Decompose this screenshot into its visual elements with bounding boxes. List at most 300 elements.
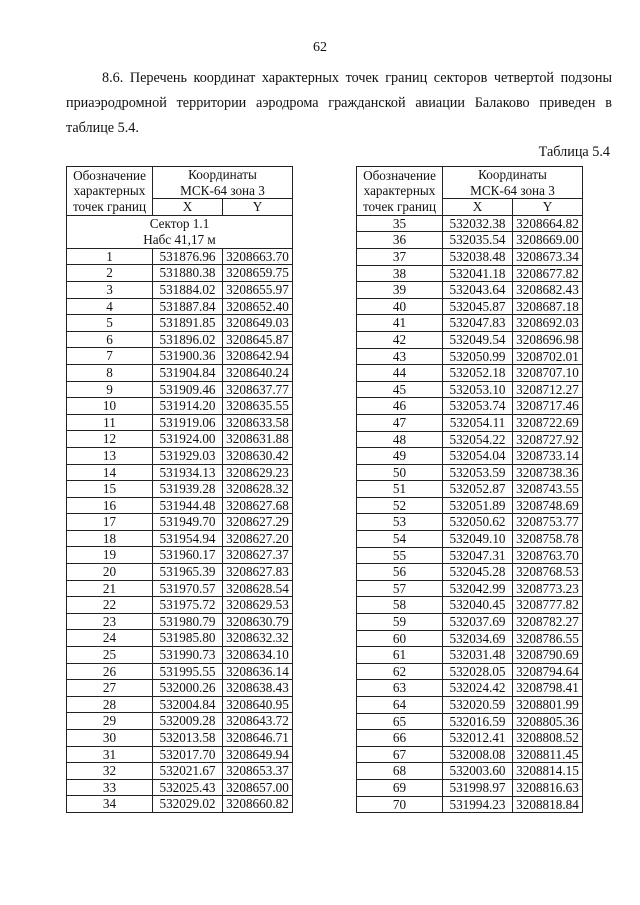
- point-number-cell: 25: [67, 647, 153, 664]
- x-coordinate-cell: 532047.31: [443, 547, 513, 564]
- x-coordinate-cell: 532031.48: [443, 647, 513, 664]
- table-row: [67, 696, 293, 713]
- table-row: [357, 381, 583, 398]
- header-point-line2: характерных: [73, 183, 146, 199]
- table-row: [357, 547, 583, 564]
- table-row: [67, 364, 293, 381]
- x-coordinate-cell: 531919.06: [153, 414, 223, 431]
- x-coordinate-cell: 532013.58: [153, 730, 223, 747]
- y-coordinate-cell: 3208664.82: [513, 215, 583, 232]
- y-coordinate-cell: 3208743.55: [513, 481, 583, 498]
- x-coordinate-cell: 532032.38: [443, 215, 513, 232]
- point-number-cell: 54: [357, 531, 443, 548]
- table-row: [357, 497, 583, 514]
- header-coords-line2: МСК-64 зона 3: [470, 182, 555, 198]
- table-row: [357, 365, 583, 382]
- point-number-cell: 22: [67, 597, 153, 614]
- y-coordinate-cell: 3208653.37: [223, 763, 293, 780]
- table-caption: Таблица 5.4: [538, 144, 610, 160]
- y-coordinate-cell: 3208646.71: [223, 730, 293, 747]
- table-row: [67, 530, 293, 547]
- table-row: [357, 680, 583, 697]
- header-x: X: [443, 199, 513, 216]
- x-coordinate-cell: 531896.02: [153, 331, 223, 348]
- y-coordinate-cell: 3208808.52: [513, 730, 583, 747]
- point-number-cell: 53: [357, 514, 443, 531]
- header-x: X: [153, 199, 223, 216]
- point-number-cell: 20: [67, 564, 153, 581]
- point-number-cell: 70: [357, 796, 443, 813]
- y-coordinate-cell: 3208657.00: [223, 779, 293, 796]
- point-number-cell: 44: [357, 365, 443, 382]
- header-point-line3: точек границ: [362, 198, 437, 214]
- point-number-cell: 61: [357, 647, 443, 664]
- page-number: 62: [313, 40, 327, 55]
- y-coordinate-cell: 3208717.46: [513, 398, 583, 415]
- x-coordinate-cell: 532043.64: [443, 282, 513, 299]
- table-row: [357, 398, 583, 415]
- table-row: [67, 647, 293, 664]
- point-number-cell: 5: [67, 315, 153, 332]
- point-number-cell: 27: [67, 680, 153, 697]
- table-row: [357, 248, 583, 265]
- y-coordinate-cell: 3208811.45: [513, 746, 583, 763]
- x-coordinate-cell: 531980.79: [153, 613, 223, 630]
- y-coordinate-cell: 3208777.82: [513, 597, 583, 614]
- x-coordinate-cell: 531939.28: [153, 481, 223, 498]
- x-coordinate-cell: 532004.84: [153, 696, 223, 713]
- x-coordinate-cell: 531994.23: [443, 796, 513, 813]
- table-row: [67, 713, 293, 730]
- x-coordinate-cell: 532054.22: [443, 431, 513, 448]
- y-coordinate-cell: 3208798.41: [513, 680, 583, 697]
- x-coordinate-cell: 532025.43: [153, 779, 223, 796]
- table-row: [357, 531, 583, 548]
- y-coordinate-cell: 3208816.63: [513, 779, 583, 796]
- y-coordinate-cell: 3208692.03: [513, 315, 583, 332]
- table-row: [67, 464, 293, 481]
- y-coordinate-cell: 3208733.14: [513, 448, 583, 465]
- x-coordinate-cell: 532017.70: [153, 746, 223, 763]
- table-row: [67, 348, 293, 365]
- table-row: [67, 779, 293, 796]
- x-coordinate-cell: 531880.38: [153, 265, 223, 282]
- y-coordinate-cell: 3208687.18: [513, 298, 583, 315]
- point-number-cell: 21: [67, 580, 153, 597]
- point-number-cell: 48: [357, 431, 443, 448]
- sector-height: Набс 41,17 м: [143, 231, 216, 247]
- point-number-cell: 35: [357, 215, 443, 232]
- table-row: [357, 580, 583, 597]
- y-coordinate-cell: 3208645.87: [223, 331, 293, 348]
- header-coords-line2: МСК-64 зона 3: [180, 182, 265, 198]
- point-number-cell: 10: [67, 398, 153, 415]
- point-number-cell: 8: [67, 364, 153, 381]
- x-coordinate-cell: 531965.39: [153, 564, 223, 581]
- point-number-cell: 69: [357, 779, 443, 796]
- x-coordinate-cell: 531914.20: [153, 398, 223, 415]
- point-number-cell: 42: [357, 331, 443, 348]
- y-coordinate-cell: 3208643.72: [223, 713, 293, 730]
- y-coordinate-cell: 3208738.36: [513, 464, 583, 481]
- y-coordinate-cell: 3208818.84: [513, 796, 583, 813]
- sector-header: [67, 215, 293, 248]
- header-point-line1: Обозначение: [73, 167, 146, 183]
- x-coordinate-cell: 531900.36: [153, 348, 223, 365]
- y-coordinate-cell: 3208669.00: [513, 232, 583, 249]
- x-coordinate-cell: 532052.18: [443, 365, 513, 382]
- x-coordinate-cell: 531985.80: [153, 630, 223, 647]
- y-coordinate-cell: 3208655.97: [223, 281, 293, 298]
- point-number-cell: 16: [67, 497, 153, 514]
- x-coordinate-cell: 532020.59: [443, 697, 513, 714]
- point-number-cell: 15: [67, 481, 153, 498]
- point-number-cell: 31: [67, 746, 153, 763]
- y-coordinate-cell: 3208635.55: [223, 398, 293, 415]
- x-coordinate-cell: 532012.41: [443, 730, 513, 747]
- point-number-cell: 7: [67, 348, 153, 365]
- x-coordinate-cell: 531998.97: [443, 779, 513, 796]
- y-coordinate-cell: 3208642.94: [223, 348, 293, 365]
- table-row: [357, 663, 583, 680]
- x-coordinate-cell: 532028.05: [443, 663, 513, 680]
- x-coordinate-cell: 532053.59: [443, 464, 513, 481]
- table-row: [357, 448, 583, 465]
- table-row: [357, 779, 583, 796]
- y-coordinate-cell: 3208790.69: [513, 647, 583, 664]
- y-coordinate-cell: 3208628.54: [223, 580, 293, 597]
- table-row: [67, 481, 293, 498]
- y-coordinate-cell: 3208629.23: [223, 464, 293, 481]
- y-coordinate-cell: 3208627.29: [223, 514, 293, 531]
- point-number-cell: 46: [357, 398, 443, 415]
- x-coordinate-cell: 532042.99: [443, 580, 513, 597]
- point-number-cell: 28: [67, 696, 153, 713]
- x-coordinate-cell: 532054.11: [443, 414, 513, 431]
- point-number-cell: 60: [357, 630, 443, 647]
- table-row: [357, 564, 583, 581]
- x-coordinate-cell: 531934.13: [153, 464, 223, 481]
- x-coordinate-cell: 532041.18: [443, 265, 513, 282]
- point-number-cell: 57: [357, 580, 443, 597]
- table-row: [67, 613, 293, 630]
- coordinates-table-right: [356, 166, 583, 813]
- table-row: [67, 547, 293, 564]
- x-coordinate-cell: 532016.59: [443, 713, 513, 730]
- table-row: [67, 514, 293, 531]
- table-row: [357, 614, 583, 631]
- x-coordinate-cell: 532021.67: [153, 763, 223, 780]
- y-coordinate-cell: 3208702.01: [513, 348, 583, 365]
- point-number-cell: 13: [67, 447, 153, 464]
- table-row: [357, 232, 583, 249]
- table-row: [357, 282, 583, 299]
- table-row: [357, 298, 583, 315]
- x-coordinate-cell: 532050.62: [443, 514, 513, 531]
- table-row: [67, 597, 293, 614]
- table-row: [357, 315, 583, 332]
- point-number-cell: 64: [357, 697, 443, 714]
- x-coordinate-cell: 532037.69: [443, 614, 513, 631]
- table-row: [67, 630, 293, 647]
- point-number-cell: 12: [67, 431, 153, 448]
- point-number-cell: 68: [357, 763, 443, 780]
- table-row: [357, 746, 583, 763]
- point-number-cell: 41: [357, 315, 443, 332]
- point-number-cell: 39: [357, 282, 443, 299]
- point-number-cell: 62: [357, 663, 443, 680]
- x-coordinate-cell: 531909.46: [153, 381, 223, 398]
- x-coordinate-cell: 532050.99: [443, 348, 513, 365]
- table-row: [357, 431, 583, 448]
- y-coordinate-cell: 3208682.43: [513, 282, 583, 299]
- header-coords-line1: Координаты: [478, 167, 547, 182]
- point-number-cell: 43: [357, 348, 443, 365]
- table-row: [357, 763, 583, 780]
- y-coordinate-cell: 3208763.70: [513, 547, 583, 564]
- point-number-cell: 59: [357, 614, 443, 631]
- y-coordinate-cell: 3208782.27: [513, 614, 583, 631]
- y-coordinate-cell: 3208727.92: [513, 431, 583, 448]
- table-row: [67, 398, 293, 415]
- x-coordinate-cell: 531929.03: [153, 447, 223, 464]
- table-row: [67, 497, 293, 514]
- table-row: [67, 746, 293, 763]
- point-number-cell: 29: [67, 713, 153, 730]
- sector-name: Сектор 1.1: [149, 215, 210, 231]
- y-coordinate-cell: 3208634.10: [223, 647, 293, 664]
- y-coordinate-cell: 3208753.77: [513, 514, 583, 531]
- x-coordinate-cell: 532009.28: [153, 713, 223, 730]
- point-number-cell: 33: [67, 779, 153, 796]
- point-number-cell: 23: [67, 613, 153, 630]
- x-coordinate-cell: 531975.72: [153, 597, 223, 614]
- point-number-cell: 19: [67, 547, 153, 564]
- x-coordinate-cell: 531990.73: [153, 647, 223, 664]
- header-coordinates: [153, 167, 293, 199]
- table-row: [67, 281, 293, 298]
- y-coordinate-cell: 3208768.53: [513, 564, 583, 581]
- point-number-cell: 9: [67, 381, 153, 398]
- y-coordinate-cell: 3208707.10: [513, 365, 583, 382]
- y-coordinate-cell: 3208652.40: [223, 298, 293, 315]
- x-coordinate-cell: 531876.96: [153, 248, 223, 265]
- x-coordinate-cell: 532035.54: [443, 232, 513, 249]
- y-coordinate-cell: 3208649.94: [223, 746, 293, 763]
- x-coordinate-cell: 532024.42: [443, 680, 513, 697]
- y-coordinate-cell: 3208640.95: [223, 696, 293, 713]
- header-point-designation: [357, 167, 443, 216]
- y-coordinate-cell: 3208663.70: [223, 248, 293, 265]
- x-coordinate-cell: 531891.85: [153, 315, 223, 332]
- point-number-cell: 6: [67, 331, 153, 348]
- header-y: Y: [513, 199, 583, 216]
- x-coordinate-cell: 532040.45: [443, 597, 513, 614]
- x-coordinate-cell: 532054.04: [443, 448, 513, 465]
- point-number-cell: 65: [357, 713, 443, 730]
- x-coordinate-cell: 532034.69: [443, 630, 513, 647]
- y-coordinate-cell: 3208712.27: [513, 381, 583, 398]
- table-row: [357, 730, 583, 747]
- x-coordinate-cell: 532049.10: [443, 531, 513, 548]
- point-number-cell: 4: [67, 298, 153, 315]
- point-number-cell: 3: [67, 281, 153, 298]
- x-coordinate-cell: 532053.10: [443, 381, 513, 398]
- x-coordinate-cell: 532045.28: [443, 564, 513, 581]
- x-coordinate-cell: 531904.84: [153, 364, 223, 381]
- table-row: [67, 298, 293, 315]
- x-coordinate-cell: 532038.48: [443, 248, 513, 265]
- point-number-cell: 37: [357, 248, 443, 265]
- point-number-cell: 63: [357, 680, 443, 697]
- y-coordinate-cell: 3208637.77: [223, 381, 293, 398]
- point-number-cell: 52: [357, 497, 443, 514]
- y-coordinate-cell: 3208627.37: [223, 547, 293, 564]
- point-number-cell: 36: [357, 232, 443, 249]
- point-number-cell: 18: [67, 530, 153, 547]
- header-point-line1: Обозначение: [363, 167, 436, 183]
- x-coordinate-cell: 531995.55: [153, 663, 223, 680]
- point-number-cell: 14: [67, 464, 153, 481]
- point-number-cell: 40: [357, 298, 443, 315]
- table-row: [357, 481, 583, 498]
- point-number-cell: 45: [357, 381, 443, 398]
- x-coordinate-cell: 531887.84: [153, 298, 223, 315]
- x-coordinate-cell: 532003.60: [443, 763, 513, 780]
- table-row: [67, 414, 293, 431]
- point-number-cell: 50: [357, 464, 443, 481]
- point-number-cell: 67: [357, 746, 443, 763]
- y-coordinate-cell: 3208801.99: [513, 697, 583, 714]
- point-number-cell: 1: [67, 248, 153, 265]
- x-coordinate-cell: 532008.08: [443, 746, 513, 763]
- header-point-designation: [67, 167, 153, 216]
- header-coordinates: [443, 167, 583, 199]
- table-row: [357, 630, 583, 647]
- point-number-cell: 11: [67, 414, 153, 431]
- table-row: [67, 796, 293, 813]
- y-coordinate-cell: 3208633.58: [223, 414, 293, 431]
- point-number-cell: 2: [67, 265, 153, 282]
- table-row: [357, 414, 583, 431]
- y-coordinate-cell: 3208632.32: [223, 630, 293, 647]
- table-row: [67, 730, 293, 747]
- point-number-cell: 58: [357, 597, 443, 614]
- table-row: [357, 713, 583, 730]
- y-coordinate-cell: 3208805.36: [513, 713, 583, 730]
- x-coordinate-cell: 532029.02: [153, 796, 223, 813]
- y-coordinate-cell: 3208673.34: [513, 248, 583, 265]
- x-coordinate-cell: 532000.26: [153, 680, 223, 697]
- coordinates-table-left: [66, 166, 293, 813]
- table-row: [67, 431, 293, 448]
- y-coordinate-cell: 3208627.68: [223, 497, 293, 514]
- y-coordinate-cell: 3208696.98: [513, 331, 583, 348]
- y-coordinate-cell: 3208631.88: [223, 431, 293, 448]
- x-coordinate-cell: 532052.87: [443, 481, 513, 498]
- y-coordinate-cell: 3208758.78: [513, 531, 583, 548]
- x-coordinate-cell: 532051.89: [443, 497, 513, 514]
- point-number-cell: 17: [67, 514, 153, 531]
- table-row: [67, 315, 293, 332]
- table-row: [357, 647, 583, 664]
- header-y: Y: [223, 199, 293, 216]
- point-number-cell: 24: [67, 630, 153, 647]
- point-number-cell: 38: [357, 265, 443, 282]
- y-coordinate-cell: 3208722.69: [513, 414, 583, 431]
- y-coordinate-cell: 3208794.64: [513, 663, 583, 680]
- table-row: [357, 597, 583, 614]
- table-row: [67, 381, 293, 398]
- header-coords-line1: Координаты: [188, 167, 257, 182]
- table-row: [67, 763, 293, 780]
- intro-paragraph: 8.6. Перечень координат характерных точек границ секторов четвертой подзоны приаэродромной территории аэродрома гражданской авиации Балаково приведен в таблице 5.4.: [66, 70, 612, 136]
- x-coordinate-cell: 531954.94: [153, 530, 223, 547]
- y-coordinate-cell: 3208786.55: [513, 630, 583, 647]
- y-coordinate-cell: 3208649.03: [223, 315, 293, 332]
- table-row: [67, 663, 293, 680]
- point-number-cell: 66: [357, 730, 443, 747]
- table-row: [357, 331, 583, 348]
- table-row: [357, 697, 583, 714]
- point-number-cell: 26: [67, 663, 153, 680]
- header-point-line3: точек границ: [72, 198, 147, 214]
- table-row: [67, 680, 293, 697]
- x-coordinate-cell: 531924.00: [153, 431, 223, 448]
- y-coordinate-cell: 3208677.82: [513, 265, 583, 282]
- y-coordinate-cell: 3208814.15: [513, 763, 583, 780]
- y-coordinate-cell: 3208630.42: [223, 447, 293, 464]
- point-number-cell: 34: [67, 796, 153, 813]
- y-coordinate-cell: 3208659.75: [223, 265, 293, 282]
- table-row: [67, 248, 293, 265]
- x-coordinate-cell: 531960.17: [153, 547, 223, 564]
- header-point-line2: характерных: [363, 183, 436, 199]
- y-coordinate-cell: 3208627.20: [223, 530, 293, 547]
- x-coordinate-cell: 531884.02: [153, 281, 223, 298]
- y-coordinate-cell: 3208748.69: [513, 497, 583, 514]
- y-coordinate-cell: 3208638.43: [223, 680, 293, 697]
- y-coordinate-cell: 3208640.24: [223, 364, 293, 381]
- y-coordinate-cell: 3208629.53: [223, 597, 293, 614]
- table-row: [357, 348, 583, 365]
- point-number-cell: 49: [357, 448, 443, 465]
- y-coordinate-cell: 3208773.23: [513, 580, 583, 597]
- table-row: [67, 447, 293, 464]
- y-coordinate-cell: 3208636.14: [223, 663, 293, 680]
- point-number-cell: 51: [357, 481, 443, 498]
- point-number-cell: 32: [67, 763, 153, 780]
- table-row: [357, 464, 583, 481]
- x-coordinate-cell: 532049.54: [443, 331, 513, 348]
- point-number-cell: 47: [357, 414, 443, 431]
- y-coordinate-cell: 3208627.83: [223, 564, 293, 581]
- y-coordinate-cell: 3208630.79: [223, 613, 293, 630]
- table-row: [67, 564, 293, 581]
- table-row: [67, 265, 293, 282]
- point-number-cell: 56: [357, 564, 443, 581]
- table-row: [67, 580, 293, 597]
- y-coordinate-cell: 3208628.32: [223, 481, 293, 498]
- y-coordinate-cell: 3208660.82: [223, 796, 293, 813]
- table-row: [357, 514, 583, 531]
- x-coordinate-cell: 532047.83: [443, 315, 513, 332]
- table-row: [357, 215, 583, 232]
- table-row: [357, 265, 583, 282]
- point-number-cell: 55: [357, 547, 443, 564]
- x-coordinate-cell: 531944.48: [153, 497, 223, 514]
- x-coordinate-cell: 532045.87: [443, 298, 513, 315]
